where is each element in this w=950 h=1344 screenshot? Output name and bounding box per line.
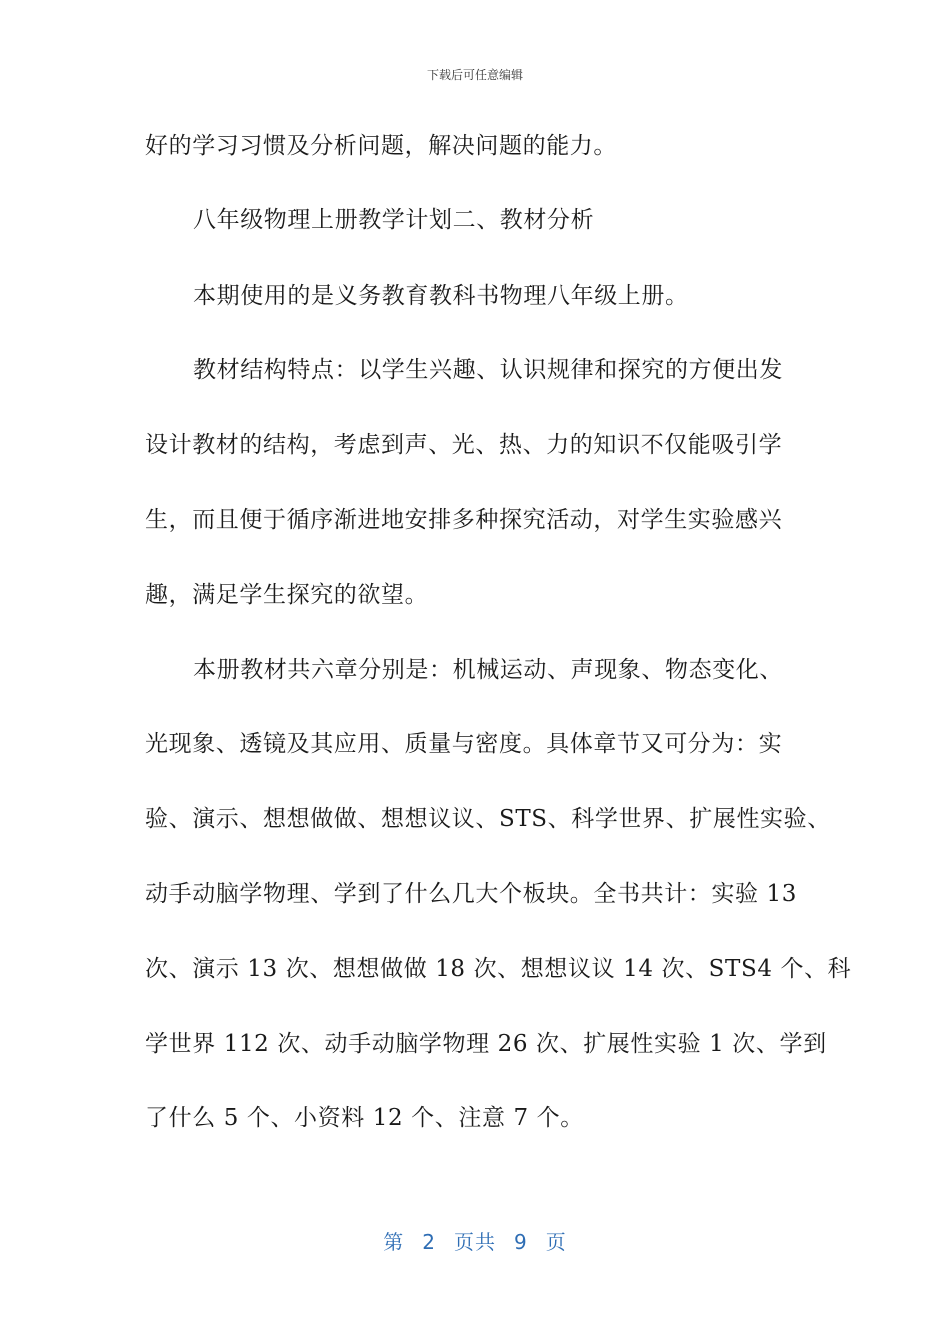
header-note: 下载后可任意编辑 (426, 68, 523, 82)
footer-middle: 页共 (454, 1230, 496, 1254)
footer-prefix: 第 (383, 1230, 405, 1254)
text-line: 好的学习习惯及分析问题，解决问题的能力。 (145, 133, 617, 159)
footer-suffix: 页 (545, 1230, 567, 1254)
text-line: 次、演示 13 次、想想做做 18 次、想想议议 14 次、STS4 个、科 (145, 956, 852, 982)
text-line: 设计教材的结构，考虑到声、光、热、力的知识不仅能吸引学 (145, 432, 783, 458)
text-line: 光现象、透镜及其应用、质量与密度。具体章节又可分为：实 (145, 731, 783, 757)
section-heading: 八年级物理上册教学计划二、教材分析 (193, 207, 595, 233)
text-line: 本册教材共六章分别是：机械运动、声现象、物态变化、 (193, 657, 783, 683)
text-line: 学世界 112 次、动手动脑学物理 26 次、扩展性实验 1 次、学到 (145, 1031, 827, 1057)
text-line: 趣，满足学生探究的欲望。 (145, 582, 429, 608)
text-line: 教材结构特点：以学生兴趣、认识规律和探究的方便出发 (193, 357, 783, 383)
text-line: 动手动脑学物理、学到了什么几大个板块。全书共计：实验 13 (145, 881, 797, 907)
text-line: 生，而且便于循序渐进地安排多种探究活动，对学生实验感兴 (145, 507, 783, 533)
total-pages-number: 9 (514, 1230, 528, 1254)
text-line: 了什么 5 个、小资料 12 个、注意 7 个。 (145, 1105, 584, 1131)
text-line: 本期使用的是义务教育教科书物理八年级上册。 (193, 283, 689, 309)
page-footer (0, 1226, 950, 1255)
current-page-number: 2 (422, 1230, 436, 1254)
text-line: 验、演示、想想做做、想想议议、STS、科学世界、扩展性实验、 (145, 806, 831, 832)
